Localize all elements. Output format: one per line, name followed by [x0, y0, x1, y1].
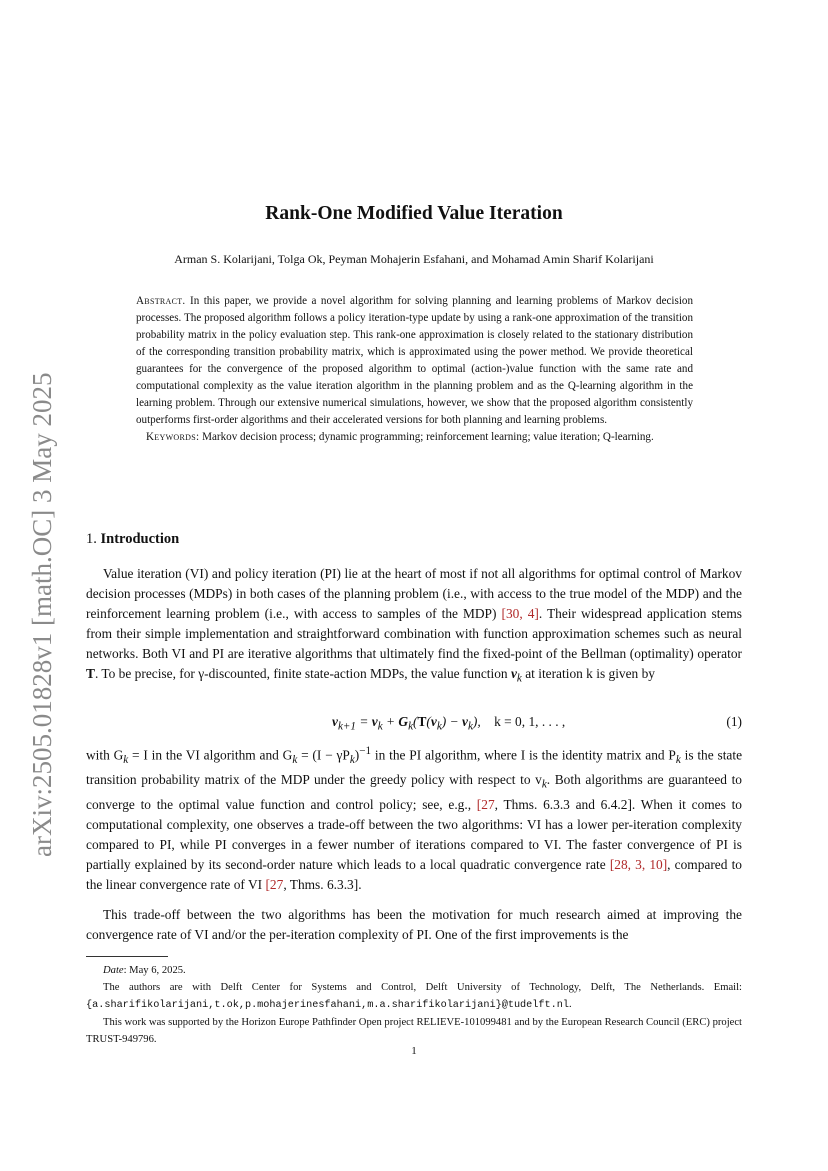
- intro-paragraph-1-cont: [86, 741, 742, 895]
- bellman-operator: T: [86, 666, 95, 681]
- footnote-funding: This work was supported by the Horizon Europe Pathfinder Open project RELIEVE-101099481 and by the European Research Council (ERC) project TRUST-949796.: [86, 1017, 742, 1045]
- equation-expression: $v_{k+1} = v_k + G_k(T(v_k) - v_k)$, k = 0, 1, . . . ,: [332, 714, 566, 733]
- arxiv-sidebar-stamp: [18, 340, 62, 860]
- paper-title: Rank-One Modified Value Iteration: [265, 203, 563, 224]
- equation-1: [86, 714, 742, 736]
- intro-paragraph-2: [86, 905, 742, 945]
- value-function-symbol: v: [510, 666, 517, 681]
- keywords-label: Keywords:: [146, 431, 200, 443]
- intro-paragraph-1: [86, 564, 742, 689]
- paragraph-text: Value iteration (VI) and policy iteration (PI) lie at the heart of most if not all algorithms for optimal control of Markov decision processes (MDPs) in both cases of the planning problem (i.e., with access to the true model of the MDP) and the reinforcement learning problem (i.e., with access to samples of the MDP) [30, 4]. Their widespread application stems from their simple implementation and straightforward combination with function approximation schemes such as neural networks. Both VI and PI are iterative algorithms that ultimately find the fixed-point of the Bellman (optimality) operator T. To be precise, for γ-discounted, finite state-action MDPs, the value function $v_k$ at iteration k is given by: [86, 566, 742, 685]
- p1b-text-c: = (I − γP: [297, 747, 350, 763]
- citation-link[interactable]: [27: [476, 796, 495, 812]
- abstract-block: [136, 293, 693, 446]
- citation-link[interactable]: [27: [265, 876, 284, 892]
- p1-text-d: at iteration k is given by: [521, 666, 655, 681]
- footnote-affiliation: The authors are with Delft Center for Systems and Control, Delft University of Technology, Delft, The Netherlands. Email: {a.sharifikolarijani,t.ok,p.mohajerinesfahani,m.a.sharifikolarijani}@tudelft.nl.: [86, 982, 742, 1011]
- p1b-text-d: ): [354, 747, 360, 763]
- p1-text-a: Value iteration (VI) and policy iteration (PI) lie at the heart of most if not all algorithms for optimal control of Markov decision processes (MDPs) in both cases of the planning problem (i.e., with access to the true model of the MDP) and the reinforcement learning problem (i.e., with access to samples of the MDP): [86, 566, 742, 621]
- arxiv-id: arXiv:2505.01828v1 [math.OC] 3 May 2025: [27, 372, 57, 857]
- paragraph-text: This trade-off between the two algorithms has been the motivation for much research aimed at improving the convergence rate of VI and/or the per-iteration complexity of PI. One of the first improvements is the: [86, 907, 742, 942]
- p1b-text-i: , compared to the linear convergence rate of VI: [86, 856, 742, 892]
- date-value: : May 6, 2025.: [123, 965, 186, 976]
- p1-text-b: . Their widespread application stems from their simple implementation and straightforward combination with function approximation schemes such as neural networks. Both VI and PI are iterative algorithms that ultimately find the fixed-point of the Bellman (optimality) operator: [86, 606, 742, 661]
- abstract-label: Abstract.: [136, 295, 186, 307]
- section-title: Introduction: [100, 531, 180, 547]
- citation-link[interactable]: [28, 3, 10]: [609, 856, 668, 872]
- abstract-text: In this paper, we provide a novel algorithm for solving planning and learning problems of Markov decision processes. The proposed algorithm follows a policy iteration-type update by using a rank-one approximation of the transition probability matrix in the policy evaluation step. This rank-one approximation is closely related to the stationary distribution of the corresponding transition probability matrix, which is approximated using the power method. We provide theoretical guarantees for the convergence of the proposed algorithm to optimal (action-)value function with the same rate and computational complexity as the value iteration algorithm in the planning problem and as the Q-learning algorithm in the learning problem. Through our extensive numerical simulations, however, we show that the proposed algorithm consistently outperforms first-order algorithms and their accelerated versions for both planning and learning problems.: [136, 295, 693, 426]
- keywords-paragraph: [136, 429, 693, 446]
- page-number: 1: [411, 1045, 417, 1057]
- citation-link[interactable]: [30, 4]: [501, 606, 539, 621]
- arxiv-stamp-svg: [18, 340, 62, 860]
- equation-number: (1): [726, 714, 742, 729]
- footnotes: [86, 962, 742, 1048]
- p1-text-c: . To be precise, for γ-discounted, finite state-action MDPs, the value function: [94, 666, 511, 681]
- p1b-text-j: , Thms. 6.3.3].: [283, 876, 362, 892]
- footnote-rule: [86, 956, 168, 957]
- paragraph-text: with $G_k = I$ in the VI algorithm and $G_k = (I - \gamma P_k)^{-1}$ in the PI algorithm, where I is the identity matrix and $P_k$ is the state transition probability matrix of the MDP under the greedy policy with respect to $v_k$. Both algorithms are guaranteed to converge to the optimal value function and control policy; see, e.g., [27, Thms. 6.3.3 and 6.4.2]. When it comes to computational complexity, one observes a trade-off between the two algorithms: VI has a lower per-iteration complexity compared to PI, while PI converges in a fewer number of iterations compared to VI. The faster convergence of PI is partially explained by its second-order nature which leads to a local quadratic convergence rate [28, 3, 10], compared to the linear convergence rate of VI [27, Thms. 6.3.3].: [86, 745, 743, 892]
- p1b-text-g: . Both algorithms are guaranteed to converge to the optimal value function and control policy; see, e.g.,: [86, 772, 742, 812]
- affiliation-text: The authors are with Delft Center for Systems and Control, Delft University of Technology, Delft, The Netherlands. Email:: [103, 982, 742, 993]
- p1b-text-h: , Thms. 6.3.3 and 6.4.2]. When it comes to computational complexity, one observes a trade-off between the two algorithms: VI has a lower per-iteration complexity compared to PI, while PI converges in a fewer number of iterations compared to VI. The faster convergence of PI is partially explained by its second-order nature which leads to a local quadratic convergence rate: [86, 796, 742, 872]
- p1b-text-f: is the state transition probability matrix of the MDP under the greedy policy with respect to v: [86, 747, 743, 788]
- date-label: Date: [103, 965, 124, 976]
- email-addresses[interactable]: {a.sharifikolarijani,t.ok,p.mohajerinesfahani,m.a.sharifikolarijani}@tudelft.nl: [86, 1000, 569, 1011]
- paper-authors: Arman S. Kolarijani, Tolga Ok, Peyman Mohajerin Esfahani, and Mohamad Amin Sharif Kolarijani: [174, 252, 654, 266]
- p1b-text-b: = I in the VI algorithm and G: [128, 747, 293, 763]
- section-number: 1.: [86, 531, 97, 547]
- p1b-text-e: in the PI algorithm, where I is the identity matrix and P: [371, 747, 676, 763]
- p1b-text-a: with G: [86, 747, 124, 763]
- section-heading: [86, 531, 179, 548]
- footnote-date: [86, 962, 742, 979]
- keywords-text: Markov decision process; dynamic programming; reinforcement learning; value iteration; Q-learning.: [202, 431, 654, 443]
- abstract-paragraph: [136, 293, 693, 429]
